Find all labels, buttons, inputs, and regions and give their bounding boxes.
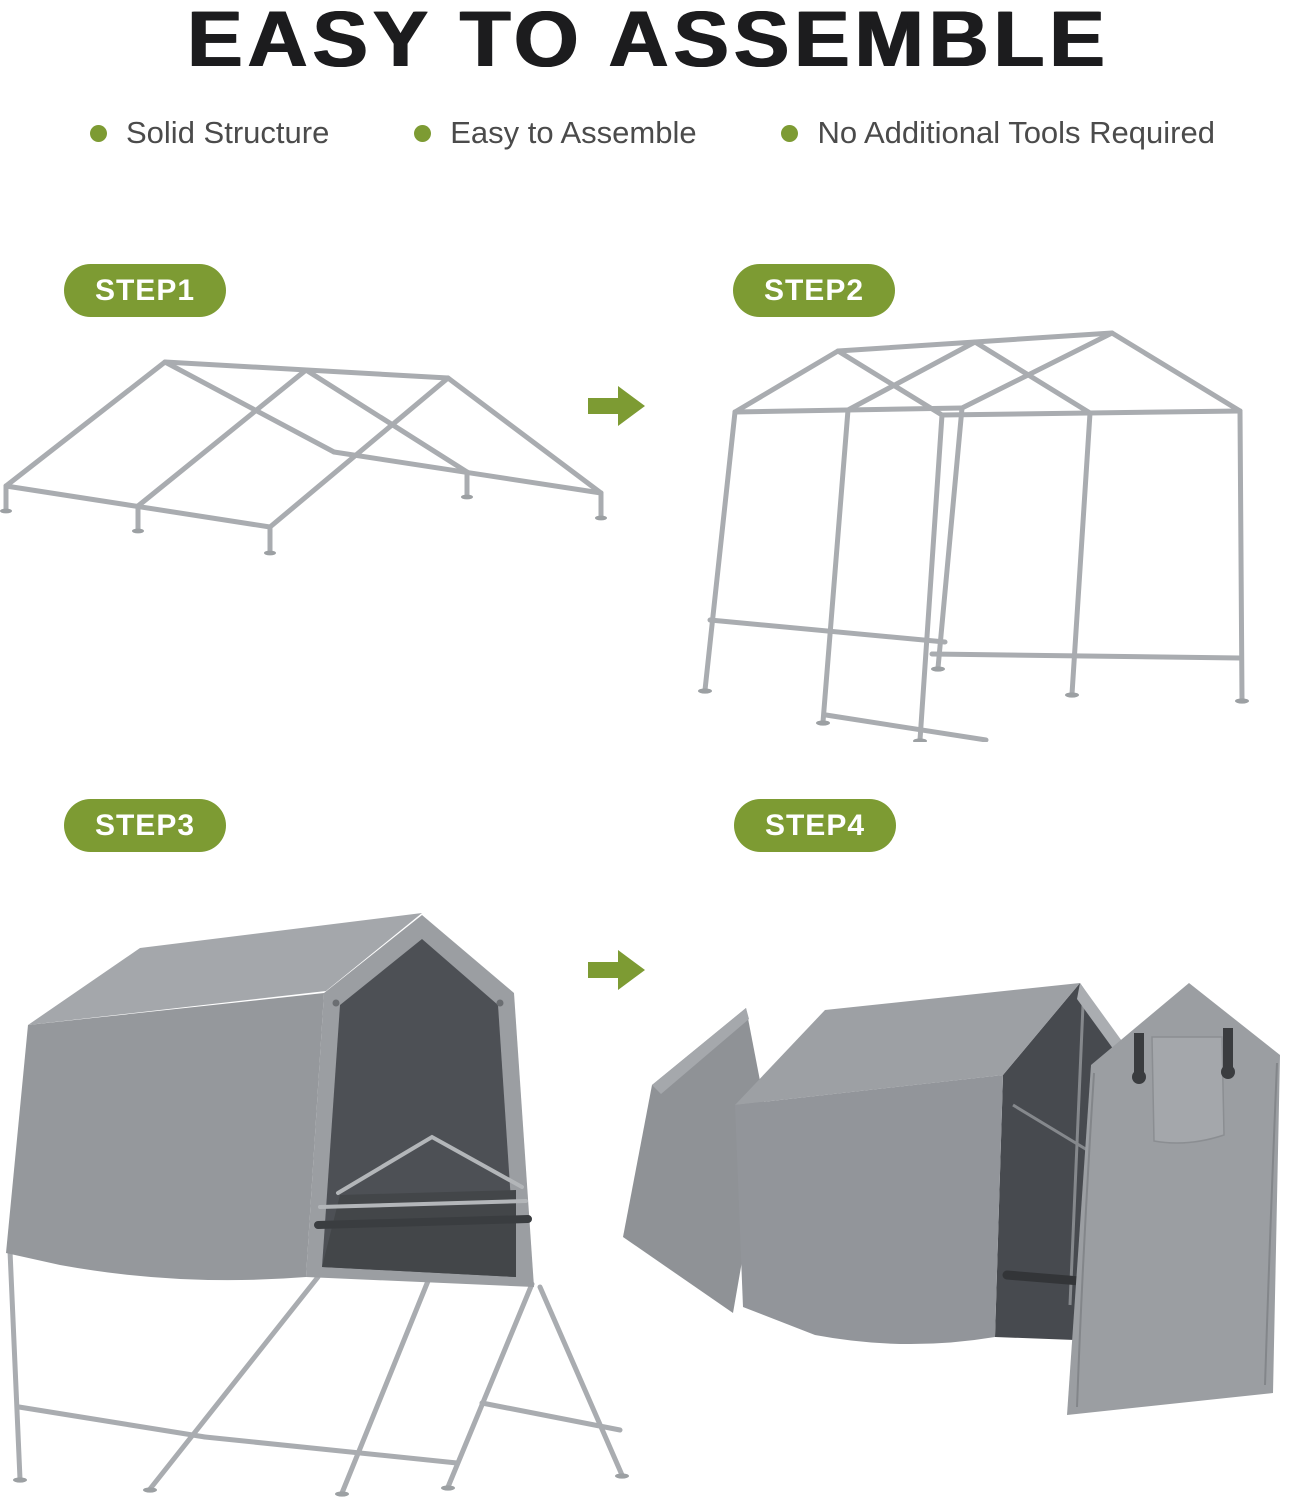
exposed-legs <box>10 1251 622 1493</box>
step4-assembled-shed-illustration <box>615 975 1297 1450</box>
step2-full-frame-illustration <box>680 322 1260 742</box>
step1-roof-frame-illustration <box>0 330 620 575</box>
feature-label: Solid Structure <box>126 115 330 150</box>
main-side-wall <box>735 1075 1003 1344</box>
feature-list <box>90 110 1215 156</box>
page-title: EASY TO ASSEMBLE <box>187 0 1110 84</box>
green-dot-icon <box>414 125 431 142</box>
full-frame-tubes <box>705 333 1242 740</box>
step3-covered-frame-illustration <box>0 885 640 1500</box>
grommet-dot <box>497 1000 504 1007</box>
step4-badge: STEP4 <box>734 799 896 852</box>
side-wall-panel <box>6 993 324 1280</box>
feature-solid-structure <box>90 115 329 151</box>
feature-label: No Additional Tools Required <box>817 115 1215 150</box>
feature-no-tools <box>781 115 1215 151</box>
door-window-flap <box>1152 1037 1224 1143</box>
arrow-right-icon <box>588 386 645 426</box>
step1-badge: STEP1 <box>64 264 226 317</box>
roof-frame-tubes <box>6 362 601 552</box>
feature-label: Easy to Assemble <box>450 115 697 150</box>
green-dot-icon <box>781 125 798 142</box>
step2-badge: STEP2 <box>733 264 895 317</box>
green-dot-icon <box>90 125 107 142</box>
feature-easy-assemble <box>414 115 696 151</box>
grommet-dot <box>333 1000 340 1007</box>
step3-badge: STEP3 <box>64 799 226 852</box>
